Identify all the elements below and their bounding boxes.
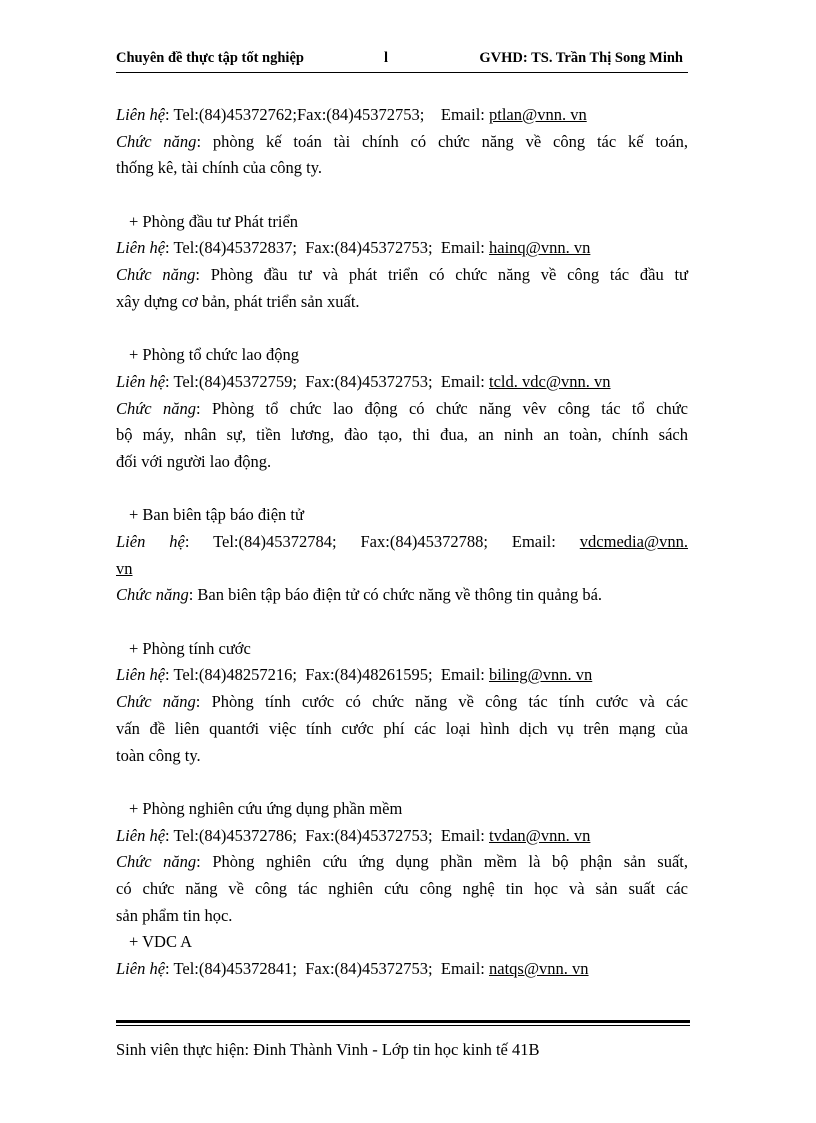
function-line: vấn đề liên quantới việc tính cước phí các loại hình dịch vụ trên mạng của (116, 718, 688, 738)
email-link[interactable]: tcld. vdc@vnn. vn (489, 371, 611, 391)
footer-rule-thick (116, 1020, 690, 1023)
header-page-mark: l (384, 50, 389, 66)
contact-line: Liên hệ: Tel:(84)45372841; Fax:(84)45372753; Email: natqs@vnn. vn (116, 959, 589, 978)
contact-line: Liên hệ: Tel:(84)45372759; Fax:(84)45372753; Email: tcld. vdc@vnn. vn (116, 371, 611, 391)
email-link[interactable]: tvdan@vnn. vn (489, 825, 591, 845)
section-title: + Ban biên tập báo điện tử (129, 505, 304, 525)
email-link[interactable]: hainq@vnn. vn (489, 238, 591, 258)
function-line: xây dựng cơ bản, phát triển sản xuất. (116, 291, 360, 311)
function-line: Chức năng: Ban biên tập báo điện tử có chức năng về thông tin quảng bá. (116, 585, 603, 605)
document-body (116, 102, 688, 983)
header-title: Chuyên đề thực tập tốt nghiệp (116, 50, 304, 66)
section-title: + Phòng tổ chức lao động (129, 345, 299, 365)
contact-line: Liên hệ: Tel:(84)45372786; Fax:(84)45372753; Email: tvdan@vnn. vn (116, 825, 591, 845)
function-line: Chức năng: Phòng đầu tư và phát triển có chức năng về công tác đầu tư (116, 265, 688, 285)
contact-line: Liên hệ: Tel:(84)45372762;Fax:(84)45372753; Email: ptlan@vnn. vn (116, 105, 587, 124)
function-line: đối với người lao động. (116, 451, 272, 471)
contact-line: Liên hệ: Tel:(84)48257216; Fax:(84)48261595; Email: biling@vnn. vn (116, 665, 593, 685)
function-line: bộ máy, nhân sự, tiền lương, đào tạo, thi đua, an ninh an toàn, chính sách (116, 425, 688, 445)
function-line: Chức năng: phòng kế toán tài chính có chức năng về công tác kế toán, (116, 131, 689, 151)
function-line: có chức năng về công tác nghiên cứu công nghệ tin học và sản suất các (116, 878, 688, 898)
function-line: Chức năng: Phòng tính cước có chức năng về công tác tính cước và các (116, 692, 689, 712)
section-title: + Phòng tính cước (129, 638, 251, 658)
header-rule (116, 72, 688, 73)
function-line: Chức năng: Phòng nghiên cứu ứng dụng phần mềm là bộ phận sản suất, (116, 852, 689, 872)
email-link[interactable]: ptlan@vnn. vn (489, 105, 587, 124)
email-link-cont[interactable]: vn (116, 558, 133, 578)
function-line: toàn công ty. (116, 745, 201, 765)
email-link[interactable]: vdcmedia@vnn. (579, 532, 689, 551)
contact-line: Liên hệ: Tel:(84)45372837; Fax:(84)45372753; Email: hainq@vnn. vn (116, 238, 591, 258)
footer-rule-thin (116, 1025, 690, 1026)
email-link[interactable]: biling@vnn. vn (489, 665, 593, 685)
function-line: sản phẩm tin học. (116, 905, 233, 925)
section-title: + VDC A (129, 932, 193, 952)
contact-line-cont (116, 556, 688, 583)
function-line: Chức năng: Phòng tổ chức lao động có chức năng vêv công tác tổ chức (116, 398, 688, 418)
header-advisor: GVHD: TS. Trần Thị Song Minh (479, 50, 683, 66)
function-line: thống kê, tài chính của công ty. (116, 158, 323, 178)
email-link[interactable]: natqs@vnn. vn (489, 959, 589, 978)
page-header (116, 46, 688, 72)
section-title: + Phòng đầu tư Phát triển (129, 211, 299, 231)
section-title: + Phòng nghiên cứu ứng dụng phần mềm (129, 798, 403, 818)
contact-line: Liên hệ: Tel:(84)45372784; Fax:(84)45372788; Email: vdcmedia@vnn. (116, 532, 689, 551)
page-footer: Sinh viên thực hiện: Đinh Thành Vinh - Lớp tin học kinh tế 41B (116, 1040, 540, 1059)
